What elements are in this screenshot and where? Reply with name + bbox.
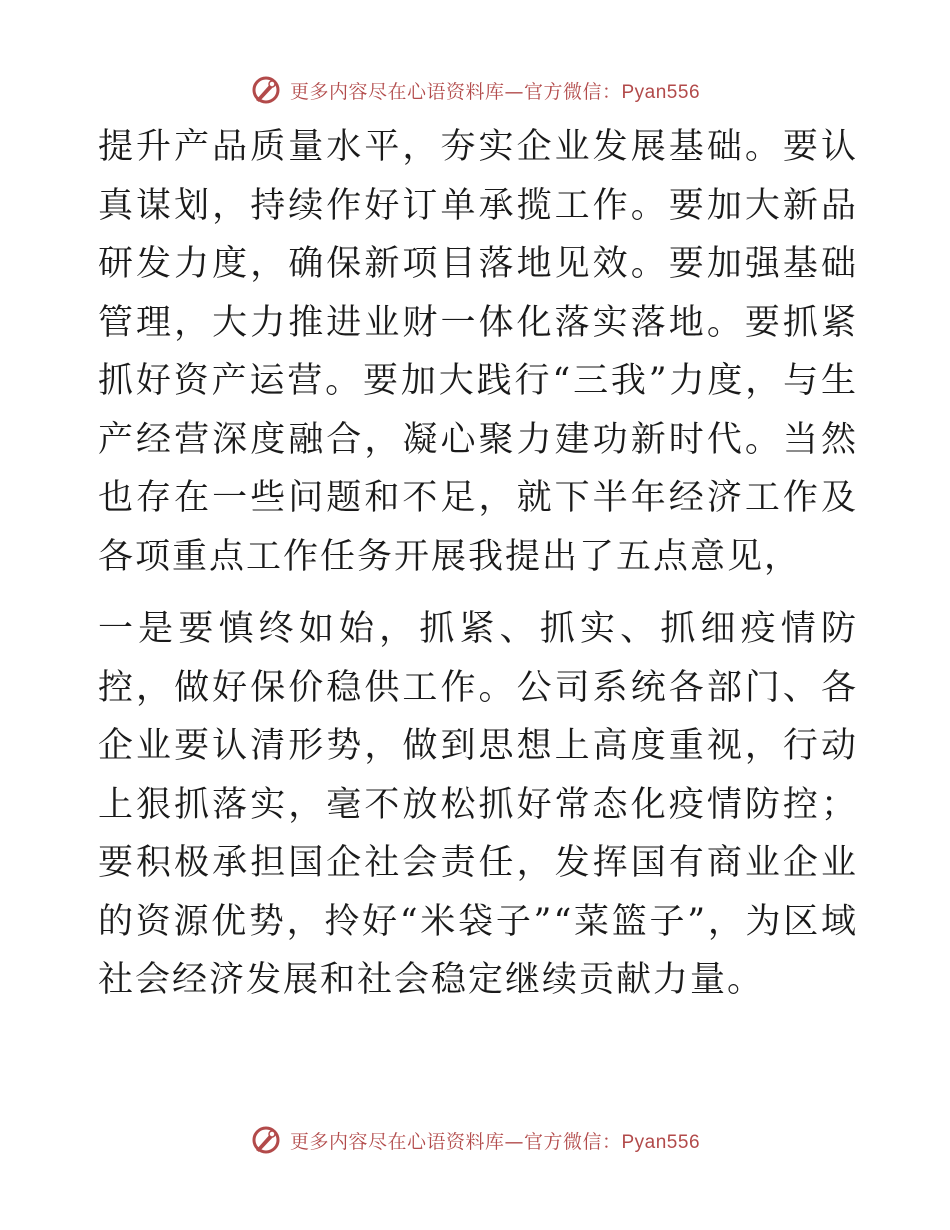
header-banner xyxy=(0,70,950,110)
wechat-id: Pyan556 xyxy=(621,1131,701,1153)
logo-icon xyxy=(250,74,282,106)
banner-title: 更多内容尽在心语资料库 xyxy=(289,80,505,103)
banner-text xyxy=(290,77,700,104)
footer-banner xyxy=(0,1120,950,1160)
banner-text xyxy=(290,1127,700,1154)
wechat-label: 官方微信： xyxy=(523,1130,622,1153)
wechat-label: 官方微信： xyxy=(523,80,622,103)
body-paragraph-2: 一是要慎终如始，抓紧、抓实、抓细疫情防控，做好保价稳供工作。公司系统各部门、各企业要认清形势，做到思想上高度重视，行动上狠抓落实，毫不放松抓好常态化疫情防控；要积极承担国企社会责任，发挥国有商业企业的资源优势，拎好“米袋子”“菜篮子”，为区域社会经济发展和社会稳定继续贡献力量。 xyxy=(98,609,858,1000)
logo-icon xyxy=(250,1124,282,1156)
banner-separator: — xyxy=(504,80,524,103)
wechat-id: Pyan556 xyxy=(621,81,701,103)
body-paragraph-1: 提升产品质量水平，夯实企业发展基础。要认真谋划，持续作好订单承揽工作。要加大新品研发力度，确保新项目落地见效。要加强基础管理，大力推进业财一体化落实落地。要抓紧抓好资产运营。要加大践行“三我”力度，与生产经营深度融合，凝心聚力建功新时代。当然也存在一些问题和不足，就下半年经济工作及各项重点工作任务开展我提出了五点意见， xyxy=(98,127,858,577)
banner-title: 更多内容尽在心语资料库 xyxy=(289,1130,505,1153)
banner-separator: — xyxy=(504,1130,524,1153)
